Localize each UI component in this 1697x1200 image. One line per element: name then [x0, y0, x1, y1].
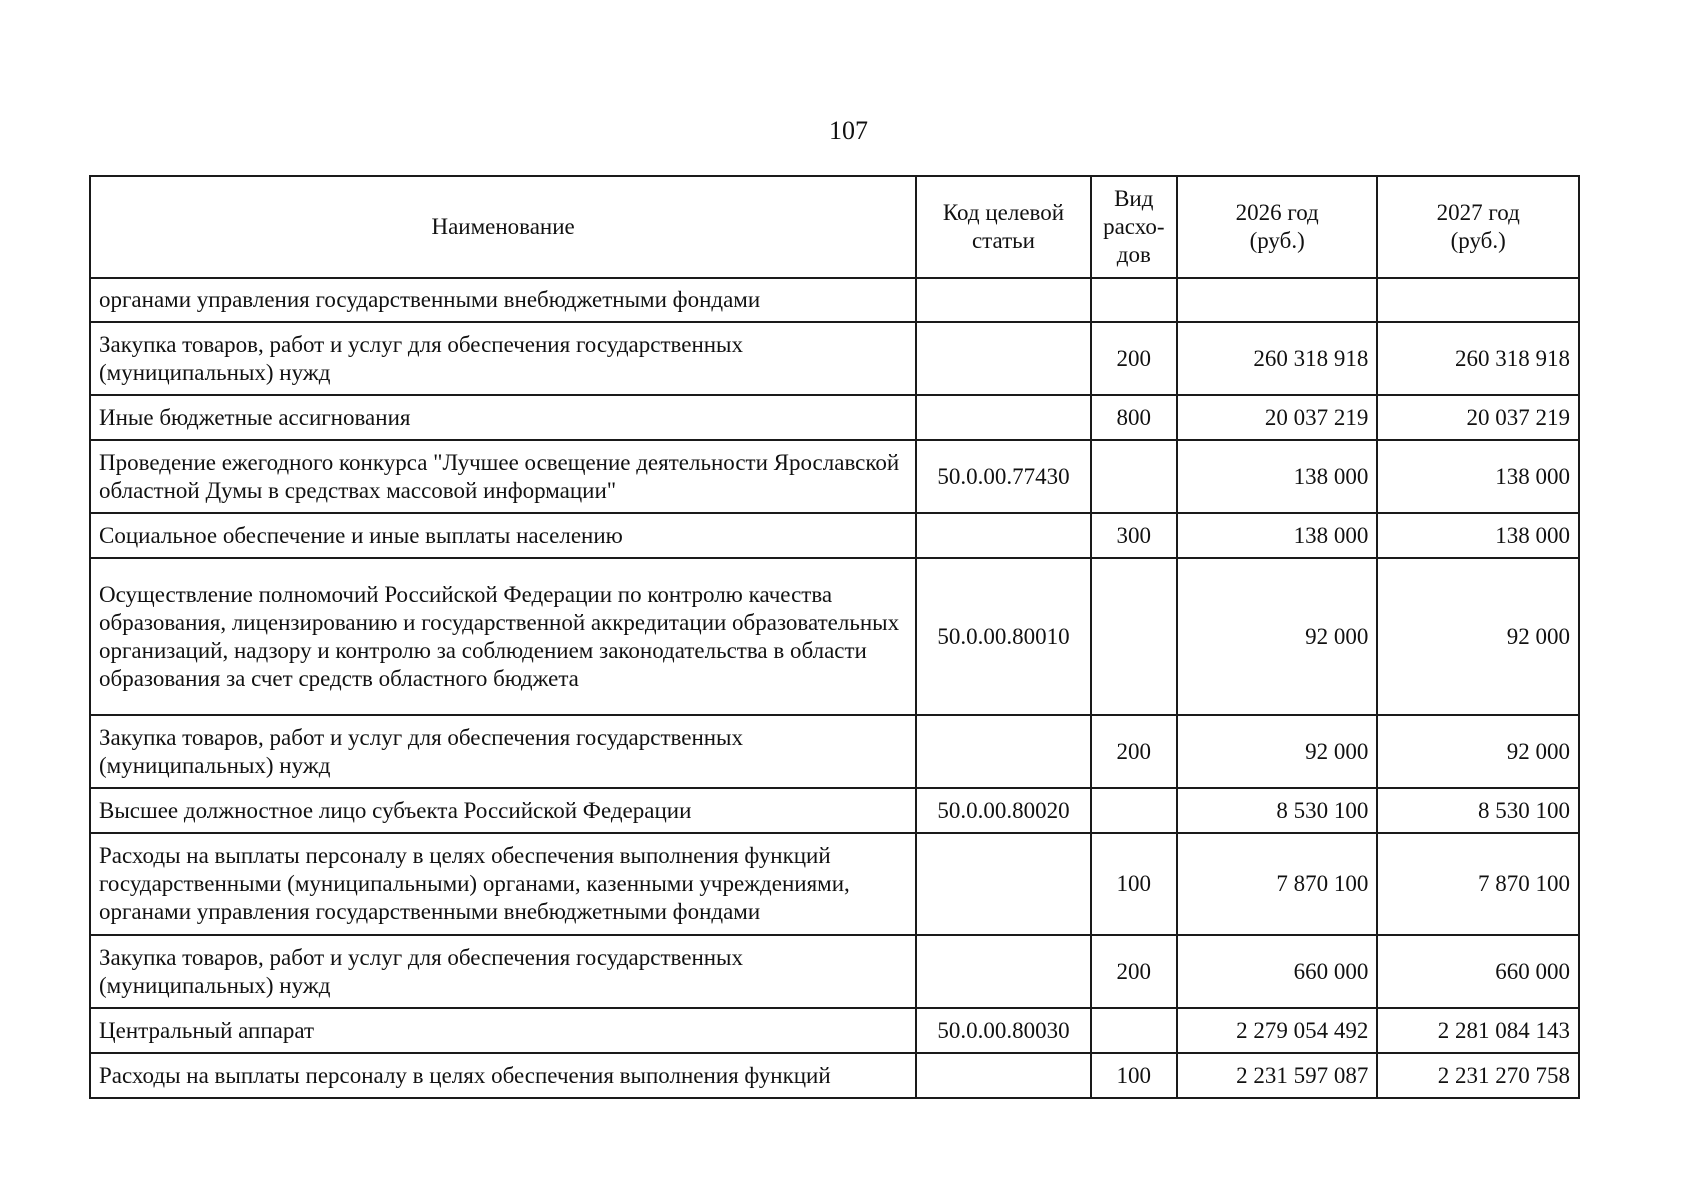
cell-2027: 2 281 084 143: [1377, 1008, 1579, 1053]
header-name-label: Наименование: [431, 214, 575, 239]
cell-name: Центральный аппарат: [90, 1008, 916, 1053]
header-kind: [1091, 176, 1177, 278]
header-kind-line: дов: [1116, 242, 1151, 267]
header-code: [916, 176, 1090, 278]
cell-2026: 2 231 597 087: [1177, 1053, 1378, 1098]
cell-name: Высшее должностное лицо субъекта Российской Федерации: [90, 788, 916, 833]
cell-2027: 138 000: [1377, 513, 1579, 558]
header-kind-line: Вид: [1114, 186, 1154, 211]
cell-2027: [1377, 278, 1579, 322]
table-row: [90, 440, 1579, 513]
cell-code: [916, 833, 1090, 935]
cell-name: Закупка товаров, работ и услуг для обеспечения государственных (муниципальных) нужд: [90, 322, 916, 395]
table-row: [90, 1008, 1579, 1053]
cell-code: [916, 1053, 1090, 1098]
cell-2026: 8 530 100: [1177, 788, 1378, 833]
header-year-2027-line: 2027 год: [1436, 200, 1520, 225]
cell-2026: 20 037 219: [1177, 395, 1378, 440]
cell-2026: 92 000: [1177, 715, 1378, 788]
cell-2026: 138 000: [1177, 513, 1378, 558]
table-row: [90, 513, 1579, 558]
cell-2027: 660 000: [1377, 935, 1579, 1008]
cell-kind: [1091, 788, 1177, 833]
table-row: [90, 1053, 1579, 1098]
cell-kind: 200: [1091, 715, 1177, 788]
cell-name: Иные бюджетные ассигнования: [90, 395, 916, 440]
cell-2026: 92 000: [1177, 558, 1378, 715]
header-year-2026-line: 2026 год: [1235, 200, 1319, 225]
header-code-line: статьи: [971, 228, 1035, 253]
table-row: [90, 278, 1579, 322]
table-row: [90, 788, 1579, 833]
cell-2027: 8 530 100: [1377, 788, 1579, 833]
cell-2026: 138 000: [1177, 440, 1378, 513]
header-year-2026-line: (руб.): [1249, 228, 1305, 253]
cell-kind: 200: [1091, 322, 1177, 395]
cell-kind: 100: [1091, 1053, 1177, 1098]
cell-code: 50.0.00.80020: [916, 788, 1090, 833]
cell-2026: 260 318 918: [1177, 322, 1378, 395]
page-number: 107: [829, 116, 868, 145]
cell-kind: [1091, 440, 1177, 513]
cell-2026: [1177, 278, 1378, 322]
cell-2026: 7 870 100: [1177, 833, 1378, 935]
cell-2027: 2 231 270 758: [1377, 1053, 1579, 1098]
cell-name: Проведение ежегодного конкурса "Лучшее освещение деятельности Ярославской областной Думы в средствах массовой информации": [90, 440, 916, 513]
cell-2027: 260 318 918: [1377, 322, 1579, 395]
cell-code: [916, 935, 1090, 1008]
cell-2027: 138 000: [1377, 440, 1579, 513]
table-row: [90, 935, 1579, 1008]
cell-kind: 300: [1091, 513, 1177, 558]
cell-code: [916, 715, 1090, 788]
header-year-2026: [1177, 176, 1378, 278]
table-row: [90, 833, 1579, 935]
cell-code: [916, 322, 1090, 395]
cell-code: 50.0.00.80030: [916, 1008, 1090, 1053]
table-row: [90, 558, 1579, 715]
cell-code: [916, 513, 1090, 558]
cell-2026: 660 000: [1177, 935, 1378, 1008]
cell-2027: 7 870 100: [1377, 833, 1579, 935]
header-code-line: Код целевой: [942, 200, 1065, 225]
cell-name: Закупка товаров, работ и услуг для обеспечения государственных (муниципальных) нужд: [90, 935, 916, 1008]
cell-name: Закупка товаров, работ и услуг для обеспечения государственных (муниципальных) нужд: [90, 715, 916, 788]
cell-code: [916, 278, 1090, 322]
cell-kind: [1091, 1008, 1177, 1053]
cell-name: Расходы на выплаты персоналу в целях обеспечения выполнения функций государственными (муниципальными) органами, казенными учреждениями, органами управления государственными внебюджетными фондами: [90, 833, 916, 935]
cell-name: Расходы на выплаты персоналу в целях обеспечения выполнения функций: [90, 1053, 916, 1098]
table-row: [90, 715, 1579, 788]
cell-kind: 200: [1091, 935, 1177, 1008]
header-kind-line: расхо-: [1103, 214, 1165, 239]
cell-code: 50.0.00.80010: [916, 558, 1090, 715]
cell-kind: 800: [1091, 395, 1177, 440]
cell-name: органами управления государственными внебюджетными фондами: [90, 278, 916, 322]
header-name: [90, 176, 916, 278]
budget-table: [89, 175, 1580, 1099]
cell-name: Осуществление полномочий Российской Федерации по контролю качества образования, лицензированию и государственной аккредитации образовательных организаций, надзору и контролю за соблюдением законодательства в области образования за счет средств областного бюджета: [90, 558, 916, 715]
cell-code: 50.0.00.77430: [916, 440, 1090, 513]
cell-kind: 100: [1091, 833, 1177, 935]
cell-2027: 20 037 219: [1377, 395, 1579, 440]
cell-2026: 2 279 054 492: [1177, 1008, 1378, 1053]
cell-kind: [1091, 558, 1177, 715]
cell-2027: 92 000: [1377, 558, 1579, 715]
header-year-2027: [1377, 176, 1579, 278]
cell-code: [916, 395, 1090, 440]
table-header-row: [90, 176, 1579, 278]
header-year-2027-line: (руб.): [1450, 228, 1506, 253]
table-row: [90, 322, 1579, 395]
cell-name: Социальное обеспечение и иные выплаты населению: [90, 513, 916, 558]
cell-2027: 92 000: [1377, 715, 1579, 788]
table-row: [90, 395, 1579, 440]
cell-kind: [1091, 278, 1177, 322]
